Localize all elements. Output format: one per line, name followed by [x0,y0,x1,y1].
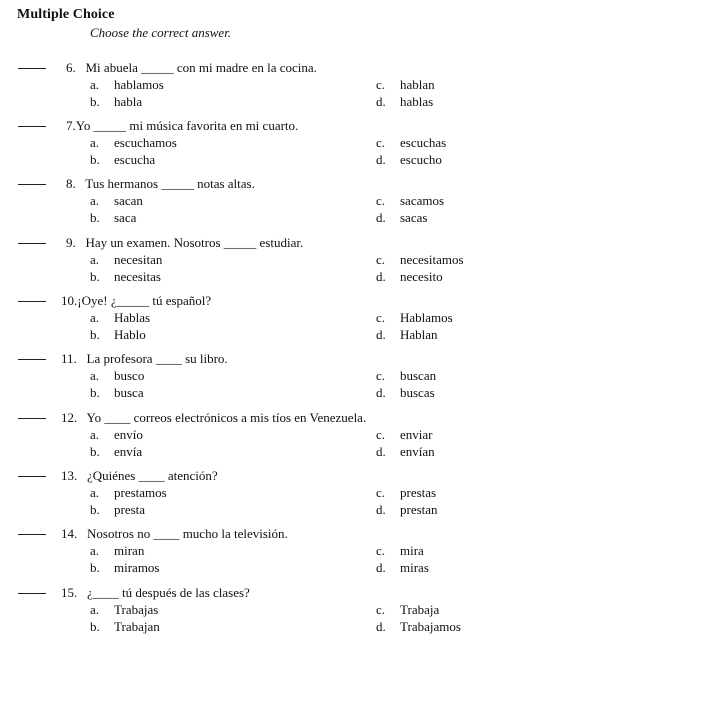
answer-blank[interactable] [18,593,46,594]
question-6 [0,60,706,116]
question-9 [0,235,706,291]
choice-d[interactable]: d. buscas [376,385,435,400]
answer-blank[interactable] [18,126,46,127]
answer-blank[interactable] [18,534,46,535]
choice-b[interactable]: b. miramos [90,560,160,575]
choice-a[interactable]: a. escuchamos [90,135,177,150]
choice-a[interactable]: a. miran [90,543,145,558]
question-10 [0,293,706,349]
question-14 [0,526,706,582]
choice-a[interactable]: a. Trabajas [90,602,159,617]
question-8 [0,176,706,232]
answer-blank[interactable] [18,184,46,185]
choice-c[interactable]: c. necesitamos [376,252,464,267]
choice-c[interactable]: c. enviar [376,427,433,442]
choice-c[interactable]: c. buscan [376,368,437,383]
choice-b[interactable]: b. habla [90,94,143,109]
question-stem: 11. La profesora ____ su libro. [61,351,228,366]
choice-d[interactable]: d. escucho [376,152,442,167]
answer-blank[interactable] [18,68,46,69]
choice-c[interactable]: c. hablan [376,77,435,92]
choice-b[interactable]: b. saca [90,210,137,225]
choice-b[interactable]: b. Hablo [90,327,146,342]
choice-b[interactable]: b. Trabajan [90,619,160,634]
choice-b[interactable]: b. escucha [90,152,156,167]
choice-a[interactable]: a. hablamos [90,77,164,92]
question-stem: 13. ¿Quiénes ____ atención? [61,468,218,483]
answer-blank[interactable] [18,243,46,244]
choice-b[interactable]: b. envía [90,444,143,459]
question-15 [0,585,706,641]
choice-c[interactable]: c. sacamos [376,193,445,208]
question-stem: 9. Hay un examen. Nosotros _____ estudiar. [66,235,304,250]
worksheet-title: Multiple Choice [17,7,115,22]
choice-d[interactable]: d. hablas [376,94,434,109]
question-7 [0,118,706,174]
answer-blank[interactable] [18,418,46,419]
choice-d[interactable]: d. Hablan [376,327,438,342]
answer-blank[interactable] [18,301,46,302]
question-stem: 6. Mi abuela _____ con mi madre en la cocina. [66,60,317,75]
question-12 [0,410,706,466]
choice-b[interactable]: b. busca [90,385,144,400]
choice-c[interactable]: c. mira [376,543,424,558]
question-stem: 7.Yo _____ mi música favorita en mi cuarto. [66,118,299,133]
choice-d[interactable]: d. miras [376,560,429,575]
choice-a[interactable]: a. sacan [90,193,143,208]
choice-d[interactable]: d. necesito [376,269,443,284]
choice-a[interactable]: a. necesitan [90,252,163,267]
choice-d[interactable]: d. envían [376,444,435,459]
question-stem: 10.¡Oye! ¿_____ tú español? [61,293,212,308]
choice-c[interactable]: c. Hablamos [376,310,453,325]
choice-c[interactable]: c. escuchas [376,135,447,150]
choice-a[interactable]: a. busco [90,368,145,383]
choice-a[interactable]: a. envío [90,427,143,442]
choice-c[interactable]: c. prestas [376,485,437,500]
choice-d[interactable]: d. sacas [376,210,428,225]
instructions-text: Choose the correct answer. [90,25,232,40]
question-13 [0,468,706,524]
question-stem: 15. ¿____ tú después de las clases? [61,585,250,600]
answer-blank[interactable] [18,359,46,360]
question-stem: 12. Yo ____ correos electrónicos a mis tíos en Venezuela. [61,410,367,425]
question-11 [0,351,706,407]
choice-a[interactable]: a. Hablas [90,310,151,325]
choice-b[interactable]: b. presta [90,502,146,517]
choice-d[interactable]: d. Trabajamos [376,619,461,634]
answer-blank[interactable] [18,476,46,477]
choice-c[interactable]: c. Trabaja [376,602,440,617]
question-stem: 8. Tus hermanos _____ notas altas. [66,176,255,191]
choice-a[interactable]: a. prestamos [90,485,167,500]
question-stem: 14. Nosotros no ____ mucho la televisión. [61,526,288,541]
choice-b[interactable]: b. necesitas [90,269,161,284]
choice-d[interactable]: d. prestan [376,502,438,517]
